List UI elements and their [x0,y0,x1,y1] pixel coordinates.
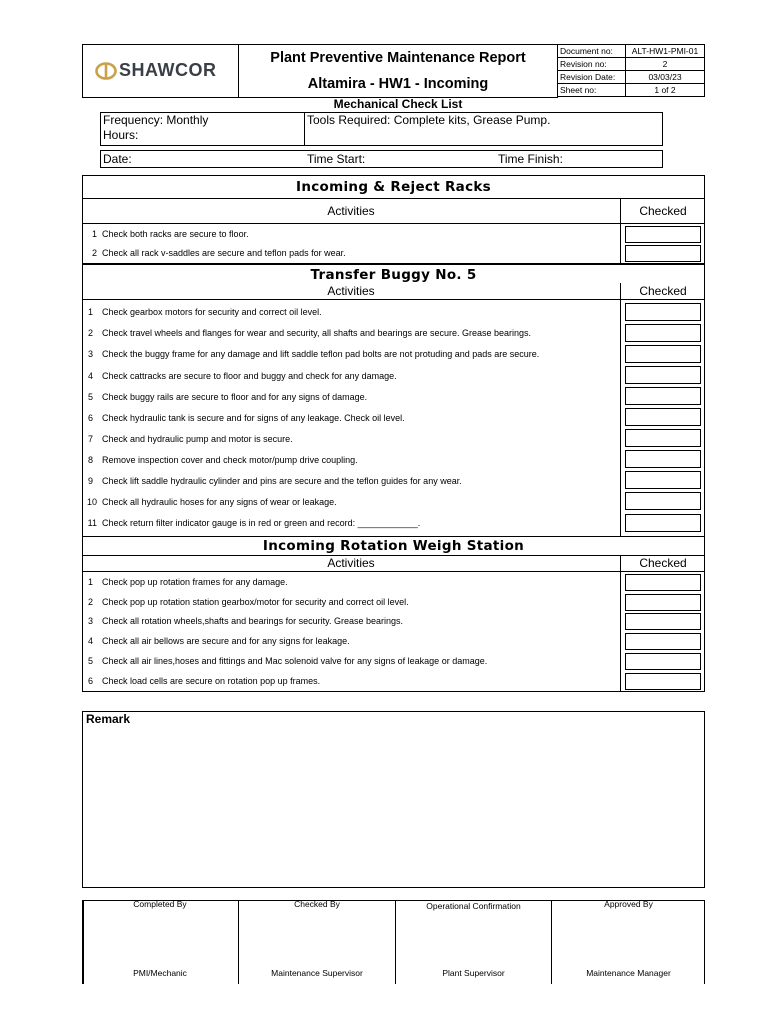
activities-header: Activities [327,284,375,298]
checked-box[interactable] [625,514,701,532]
checklist-item: Check lift saddle hydraulic cylinder and pins are secure and the teflon guides for any wear. [102,476,462,486]
item-number: 1 [87,307,93,317]
checked-box[interactable] [625,574,701,591]
frequency-label: Frequency: Monthly [103,113,209,127]
item-number: 2 [91,248,97,258]
item-number: 1 [91,229,97,239]
hours-label: Hours: [103,128,139,142]
checklist-item: Check all air lines,hoses and fittings and Mac solenoid valve for any signs of leakage or damage. [102,656,488,666]
document-meta-table [557,44,705,97]
section-title: Incoming & Reject Racks [296,179,491,195]
checked-box[interactable] [625,471,701,489]
checklist-item: Check buggy rails are secure to floor and for any signs of damage. [102,392,368,402]
checklist-item: Remove inspection cover and check motor/pump drive coupling. [102,455,358,465]
checked-header: Checked [639,556,687,570]
checklist-item: Check cattracks are secure to floor and buggy and check for any damage. [102,371,397,381]
checklist-item: Check travel wheels and flanges for wear and security, all shafts and bearings are secure. Grease bearings. [102,328,532,338]
checked-box[interactable] [625,492,701,510]
section-title: Incoming Rotation Weigh Station [262,538,525,554]
report-title: Plant Preventive Maintenance Report [270,50,526,66]
logo-text: SHAWCOR [119,60,217,80]
checked-box[interactable] [625,366,701,384]
checked-box[interactable] [625,345,701,363]
checklist-item: Check gearbox motors for security and correct oil level. [102,307,322,317]
checked-header: Checked [639,204,687,218]
item-number: 6 [87,413,93,423]
checked-box[interactable] [625,673,701,690]
item-number: 2 [87,597,93,607]
item-number: 9 [87,476,93,486]
checked-box[interactable] [625,594,701,611]
meta-label: Revision Date: [557,70,626,84]
checklist-item: Check all rotation wheels,shafts and bearings for security. Grease bearings. [102,616,403,626]
checked-box[interactable] [625,613,701,630]
checked-box[interactable] [625,429,701,447]
checked-box[interactable] [625,653,701,670]
tools-required-label: Tools Required: Complete kits, Grease Pump. [307,113,551,127]
date-label: Date: [103,152,132,166]
item-number: 3 [87,349,93,359]
item-number: 1 [87,577,93,587]
checklist-item: Check return filter indicator gauge is in red or green and record: ____________. [102,518,421,528]
checked-box[interactable] [625,245,701,262]
checked-box[interactable] [625,324,701,342]
checked-box[interactable] [625,387,701,405]
frequency-box [100,112,305,146]
remark-box[interactable] [82,711,705,888]
remark-label: Remark [86,712,131,726]
signature-role-bottom: PMI/Mechanic [133,968,187,978]
signature-role-bottom: Maintenance Manager [586,968,671,978]
checklist-item: Check both racks are secure to floor. [102,229,249,239]
meta-value: 2 [625,57,705,71]
signature-role-top: Checked By [294,899,340,909]
meta-value: 03/03/23 [625,70,705,84]
signature-role-top: Approved By [604,899,653,909]
meta-value: 1 of 2 [625,83,705,97]
checked-header: Checked [639,284,687,298]
signature-role-bottom: Plant Supervisor [442,968,505,978]
activities-header: Activities [327,556,375,570]
item-number: 11 [87,518,97,528]
activities-header: Activities [327,204,375,218]
item-number: 4 [87,636,93,646]
shawcor-logo-icon [95,62,117,80]
checklist-item: Check the buggy frame for any damage and lift saddle teflon pad bolts are not protuding and pads are secure. [102,349,540,359]
checklist-item: Check all air bellows are secure and for any signs for leakage. [102,636,350,646]
checklist-item: Check all rack v-saddles are secure and teflon pads for wear. [102,248,346,258]
item-number: 5 [87,392,93,402]
time-start-label: Time Start: [307,152,366,166]
report-subtitle-location: Altamira - HW1 - Incoming [307,76,489,92]
signature-role-top: Completed By [133,899,187,909]
item-number: 5 [87,656,93,666]
header-logo-cell [82,44,239,98]
signature-role-top: Operational Confirmation [426,901,521,911]
item-number: 3 [87,616,93,626]
checklist-item: Check all hydraulic hoses for any signs of wear or leakage. [102,497,337,507]
item-number: 6 [87,676,93,686]
checked-box[interactable] [625,408,701,426]
checklist-item: Check pop up rotation frames for any damage. [102,577,288,587]
section-title: Transfer Buggy No. 5 [310,266,477,283]
item-number: 2 [87,328,93,338]
signature-role-bottom: Maintenance Supervisor [271,968,363,978]
checked-box[interactable] [625,303,701,321]
item-number: 10 [86,497,97,507]
item-number: 7 [87,434,93,444]
date-time-box [100,150,663,168]
item-number: 8 [87,455,93,465]
checklist-item: Check load cells are secure on rotation pop up frames. [102,676,321,686]
checklist-subtitle: Mechanical Check List [333,96,463,111]
checklist-item: Check hydraulic tank is secure and for signs of any leakage. Check oil level. [102,413,405,423]
meta-label: Revision no: [557,57,626,71]
tools-box [304,112,663,146]
meta-value: ALT-HW1-PMI-01 [625,44,705,58]
meta-label: Sheet no: [557,83,626,97]
checklist-item: Check pop up rotation station gearbox/motor for security and correct oil level. [102,597,409,607]
checked-box[interactable] [625,633,701,650]
item-number: 4 [87,371,93,381]
checked-box[interactable] [625,450,701,468]
time-finish-label: Time Finish: [498,152,563,166]
checklist-item: Check and hydraulic pump and motor is secure. [102,434,293,444]
meta-label: Document no: [557,44,626,58]
checked-box[interactable] [625,226,701,243]
